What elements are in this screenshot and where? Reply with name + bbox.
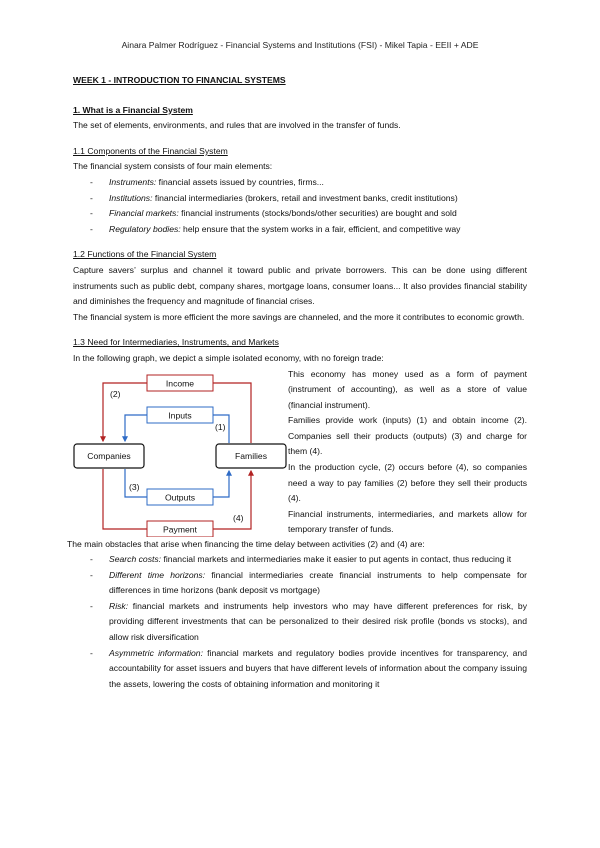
list-item bbox=[90, 222, 527, 238]
section-1-title: 1. What is a Financial System bbox=[73, 104, 193, 115]
flow-number-2: (2) bbox=[110, 388, 121, 399]
obstacles-intro: The main obstacles that arise when financing the time delay between activities (2) and (4) are: bbox=[67, 538, 425, 549]
list-item bbox=[90, 175, 527, 191]
families-label: Families bbox=[235, 450, 267, 461]
list-item-text: financial markets and instruments help investors who may have different preferences for risk, by providing different investments that can be personalized to their desired risk profile (bonds vs stocks), and allow risk diversification bbox=[109, 600, 527, 643]
companies-label: Companies bbox=[87, 450, 131, 461]
list-item-term: Search costs: bbox=[109, 554, 162, 565]
list-item bbox=[90, 552, 527, 568]
inputs-label: Inputs bbox=[168, 410, 192, 420]
section-1-text: The set of elements, environments, and rules that are involved in the transfer of funds. bbox=[73, 120, 401, 131]
graph-text-paragraph: This economy has money used as a form of payment (instrument of accounting), as well as a store of value (financial instrument). bbox=[288, 368, 527, 410]
list-item-term: Institutions: bbox=[109, 192, 153, 203]
section-1-2-paragraph-2: The financial system is more efficient the more savings are channeled, and the more it contributes to economic growth. bbox=[73, 311, 525, 322]
section-1-1-title: 1.1 Components of the Financial System bbox=[73, 145, 228, 156]
graph-explanation bbox=[288, 367, 527, 539]
section-1-3-intro: In the following graph, we depict a simple isolated economy, with no foreign trade: bbox=[73, 352, 384, 363]
list-item-term: Instruments: bbox=[109, 176, 157, 187]
graph-text-paragraph: In the production cycle, (2) occurs before (4), so companies need a way to pay families (2) before they sell their products (4). bbox=[288, 462, 527, 504]
list-item-text: financial intermediaries (brokers, retail and investment banks, credit institutions) bbox=[152, 192, 458, 203]
list-item-term: Different time horizons: bbox=[109, 569, 206, 580]
list-item bbox=[90, 599, 527, 646]
flow-number-3: (3) bbox=[129, 481, 140, 492]
outputs-label: Outputs bbox=[164, 492, 196, 502]
list-item-text: financial intermediaries create financial instruments to help compensate for differences in time horizons (bank deposit vs mortgage) bbox=[109, 569, 528, 596]
flow-number-4: (4) bbox=[233, 512, 244, 523]
section-1-1-intro: The financial system consists of four main elements: bbox=[73, 161, 273, 172]
income-label: Income bbox=[165, 378, 195, 388]
economy-graph-block bbox=[73, 367, 527, 537]
section-1-2-title: 1.2 Functions of the Financial System bbox=[73, 249, 217, 260]
page-header: Ainara Palmer Rodríguez - Financial Systems and Institutions (FSI) - Mikel Tapia - EEII + ADE bbox=[121, 40, 479, 50]
graph-text-paragraph: Financial instruments, intermediaries, and markets allow for temporary transfer of funds. bbox=[288, 508, 527, 535]
section-1-2-paragraph-1: Capture savers’ surplus and channel it toward public and private borrowers. This can be done using different instruments such as public debt, company shares, mortgage loans, consumer loans... It also provides financial stability and diminishes the frequency and magnitude of financial crises. bbox=[73, 264, 527, 307]
graph-text-paragraph: Families provide work (inputs) (1) and obtain income (2). Companies sell their products (outputs) (3) and charge for them (4). bbox=[288, 415, 527, 457]
flow-number-1: (1) bbox=[215, 421, 226, 432]
list-item bbox=[90, 206, 527, 222]
circular-flow-diagram bbox=[73, 373, 287, 537]
list-item bbox=[90, 568, 527, 599]
list-item-text: financial assets issued by countries, firms... bbox=[156, 176, 324, 187]
list-item-term: Regulatory bodies: bbox=[109, 223, 181, 234]
week-title: WEEK 1 - INTRODUCTION TO FINANCIAL SYSTEMS bbox=[73, 75, 286, 85]
components-list bbox=[73, 175, 527, 237]
list-item-term: Financial markets: bbox=[109, 208, 179, 219]
list-item-term: Risk: bbox=[109, 600, 129, 611]
list-item-text: financial markets and intermediaries make it easier to put agents in contact, thus reducing it bbox=[161, 554, 512, 565]
payment-label: Payment bbox=[163, 524, 197, 534]
list-item-term: Asymmetric information: bbox=[109, 647, 203, 658]
document-body bbox=[67, 73, 528, 692]
obstacles-list bbox=[73, 552, 527, 692]
section-1-3-title: 1.3 Need for Intermediaries, Instruments, and Markets bbox=[73, 337, 279, 348]
list-item bbox=[90, 646, 527, 693]
list-item bbox=[90, 191, 527, 207]
list-item-text: financial instruments (stocks/bonds/other securities) are bought and sold bbox=[178, 208, 457, 219]
list-item-text: help ensure that the system works in a fair, efficient, and competitive way bbox=[180, 223, 461, 234]
list-item-text: financial markets and regulatory bodies provide incentives for transparency, and accountability for asset issuers and buyers that have different levels of information about the company issuing the assets, lowering the costs of obtaining information and monitoring it bbox=[109, 647, 527, 689]
